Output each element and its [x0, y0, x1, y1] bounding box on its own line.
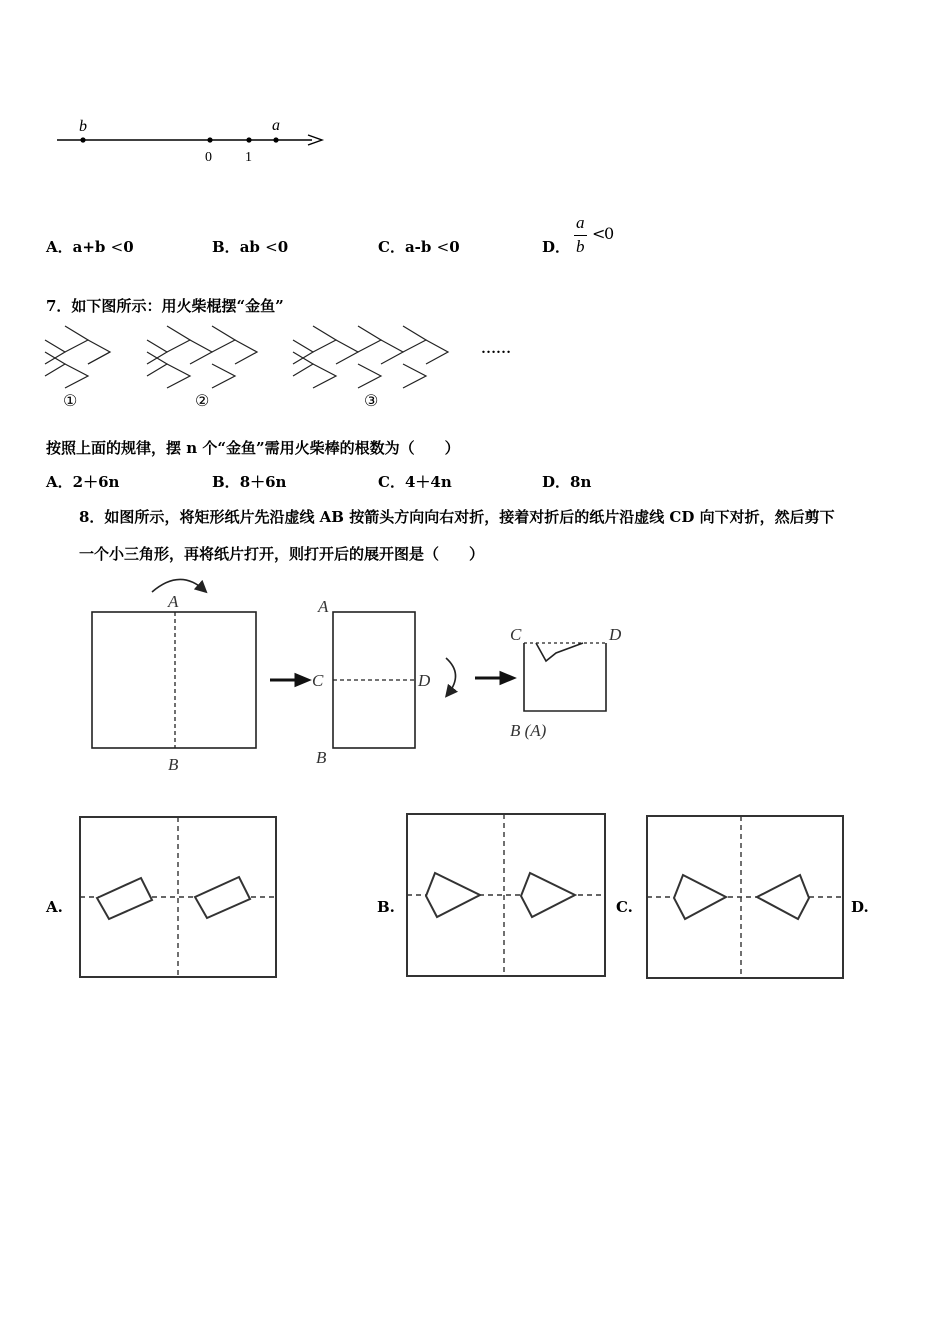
fish-ellipsis: ……	[481, 341, 511, 357]
fish-3	[293, 326, 448, 388]
q8-stem-line1: 8．如图所示，将矩形纸片先沿虚线 AB 按箭头方向向右对折，接着对折后的纸片沿虚线 CD 向下对折，然后剪下	[79, 508, 835, 526]
option-rhs: 0	[449, 238, 460, 256]
option-rel: <	[265, 238, 278, 256]
point-one	[246, 137, 251, 142]
option-rhs: 0	[277, 238, 289, 256]
q8-option-a-label[interactable]: A.	[46, 898, 63, 916]
cut-triangle	[536, 643, 583, 661]
option-letter: B．	[212, 238, 240, 256]
q7-option-c[interactable]	[378, 471, 452, 492]
option-letter: D．	[542, 238, 571, 256]
q7-question: 按照上面的规律，摆 n 个“金鱼”需用火柴棒的根数为（ ）	[46, 439, 460, 457]
option-letter: A．	[46, 238, 73, 256]
q6-option-a[interactable]	[46, 236, 134, 257]
q7-option-b[interactable]	[212, 471, 286, 492]
point-b	[80, 137, 85, 142]
label-a-step1: A	[168, 592, 179, 611]
next-step-arrow-icon	[270, 675, 308, 685]
option-rel: <	[592, 224, 606, 243]
figure-label-3: ③	[364, 393, 379, 410]
q8-option-d-label[interactable]: D.	[851, 898, 869, 916]
q6-option-c[interactable]	[378, 236, 460, 257]
point-a	[273, 137, 278, 142]
option-letter: C．	[378, 473, 405, 491]
option-rhs: 0	[604, 224, 615, 243]
q8-option-a-figure[interactable]	[80, 815, 280, 980]
label-b-step1: B	[168, 755, 179, 774]
label-d-step2: D	[418, 671, 431, 690]
q8-option-c-figure[interactable]	[646, 815, 846, 980]
point-zero	[207, 137, 212, 142]
fold-right-arrow-icon	[152, 579, 204, 592]
label-zero: 0	[205, 150, 212, 165]
label-c-step3: C	[510, 625, 522, 644]
next-step-arrow-icon	[475, 673, 513, 683]
fraction-bar	[574, 235, 587, 236]
fish-2	[147, 326, 257, 388]
option-letter: D．	[542, 473, 571, 491]
q8-option-c-label[interactable]: C.	[616, 898, 633, 916]
option-expr: a-b	[404, 238, 432, 256]
label-c-step2: C	[312, 671, 324, 690]
option-letter: C．	[378, 238, 405, 256]
q8-option-b-label[interactable]: B.	[377, 898, 395, 916]
q7-stem: 7．如下图所示：用火柴棍摆“金鱼”	[46, 297, 284, 315]
fold-down-arrow-icon	[446, 658, 456, 694]
option-rel: <	[436, 238, 450, 256]
option-letter: A．	[46, 473, 73, 491]
label-ba-step3: B (A)	[510, 721, 547, 740]
option-text: 8n	[570, 473, 592, 491]
paper-full	[92, 612, 256, 748]
folding-process-figure	[80, 570, 640, 780]
q7-option-a[interactable]	[46, 471, 119, 492]
matchstick-fish-figure	[40, 322, 520, 414]
label-a: a	[272, 117, 280, 134]
label-d-step3: D	[609, 625, 622, 644]
figure-label-2: ②	[195, 393, 210, 410]
q8-option-b-figure[interactable]	[406, 813, 608, 979]
option-text: 2＋6n	[72, 473, 120, 491]
q7-option-d[interactable]	[542, 471, 591, 492]
label-one: 1	[245, 150, 252, 165]
option-rel: <	[110, 238, 124, 256]
option-expr: ab	[239, 238, 260, 256]
paper-half	[333, 612, 415, 748]
fraction-numerator: a	[576, 213, 585, 232]
option-rhs: 0	[123, 238, 134, 256]
number-line-figure	[50, 110, 340, 170]
paper-quarter	[524, 643, 606, 711]
label-a-step2: A	[318, 597, 329, 616]
fraction-denominator: b	[576, 237, 585, 256]
label-b: b	[79, 118, 87, 135]
q6-option-b[interactable]	[212, 236, 288, 257]
fish-1	[45, 326, 110, 388]
option-expr: a+b	[72, 238, 106, 256]
option-text: 4＋4n	[404, 473, 452, 491]
label-b-step2: B	[316, 748, 327, 767]
q8-stem-line2: 一个小三角形，再将纸片打开，则打开后的展开图是（ ）	[79, 545, 485, 563]
option-letter: B．	[212, 473, 240, 491]
option-text: 8＋6n	[239, 473, 287, 491]
figure-label-1: ①	[63, 393, 78, 410]
